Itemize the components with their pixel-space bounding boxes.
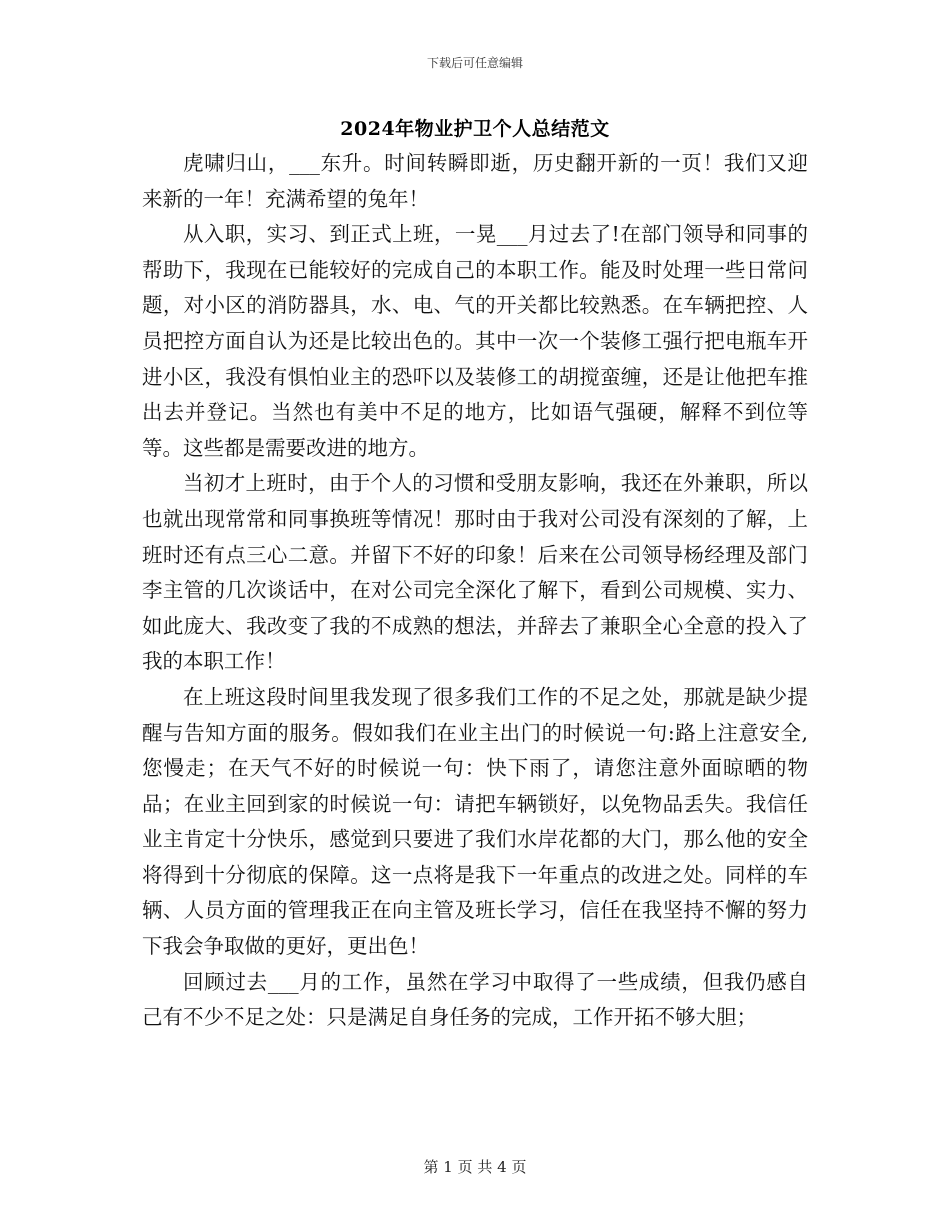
document-title: 2024年物业护卫个人总结范文 bbox=[340, 118, 610, 140]
paragraph-4: 在上班这段时间里我发现了很多我们工作的不足之处，那就是缺少提醒与告知方面的服务。假如我们在业主出门的时候说一句:路上注意安全,您慢走；在天气不好的时候说一句：快下雨了，请您注意外面晾晒的物品；在业主回到家的时候说一句：请把车辆锁好，以免物品丢失。我信任业主肯定十分快乐，感觉到只要进了我们水岸花都的大门，那么他的安全将得到十分彻底的保障。这一点将是我下一年重点的改进之处。同样的车辆、人员方面的管理我正在向主管及班长学习，信任在我坚持不懈的努力下我会争取做的更好，更出色！ bbox=[142, 684, 808, 959]
paragraph-2: 从入职，实习、到正式上班，一晃___月过去了!在部门领导和同事的帮助下，我现在已能较好的完成自己的本职工作。能及时处理一些日常问题，对小区的消防器具，水、电、气的开关都比较熟悉。在车辆把控、人员把控方面自认为还是比较出色的。其中一次一个装修工强行把电瓶车开进小区，我没有惧怕业主的恐吓以及装修工的胡搅蛮缠，还是让他把车推出去并登记。当然也有美中不足的地方，比如语气强硬，解释不到位等等。这些都是需要改进的地方。 bbox=[142, 222, 808, 460]
paragraph-3: 当初才上班时，由于个人的习惯和受朋友影响，我还在外兼职，所以也就出现常常和同事换班等情况！那时由于我对公司没有深刻的了解，上班时还有点三心二意。并留下不好的印象！后来在公司领导杨经理及部门李主管的几次谈话中，在对公司完全深化了解下，看到公司规模、实力、如此庞大、我改变了我的不成熟的想法，并辞去了兼职全心全意的投入了我的本职工作！ bbox=[142, 471, 808, 674]
document-body bbox=[142, 146, 808, 1036]
paragraph-5: 回顾过去___月的工作，虽然在学习中取得了一些成绩，但我仍感自己有不少不足之处：只是满足自身任务的完成，工作开拓不够大胆； bbox=[142, 969, 808, 1030]
page-number: 第 1 页 共 4 页 bbox=[423, 1158, 527, 1176]
paragraph-1: 虎啸归山，___东升。时间转瞬即逝，历史翻开新的一页！我们又迎来新的一年！充满希望的兔年！ bbox=[142, 151, 808, 211]
header-note: 下载后可任意编辑 bbox=[426, 56, 523, 70]
